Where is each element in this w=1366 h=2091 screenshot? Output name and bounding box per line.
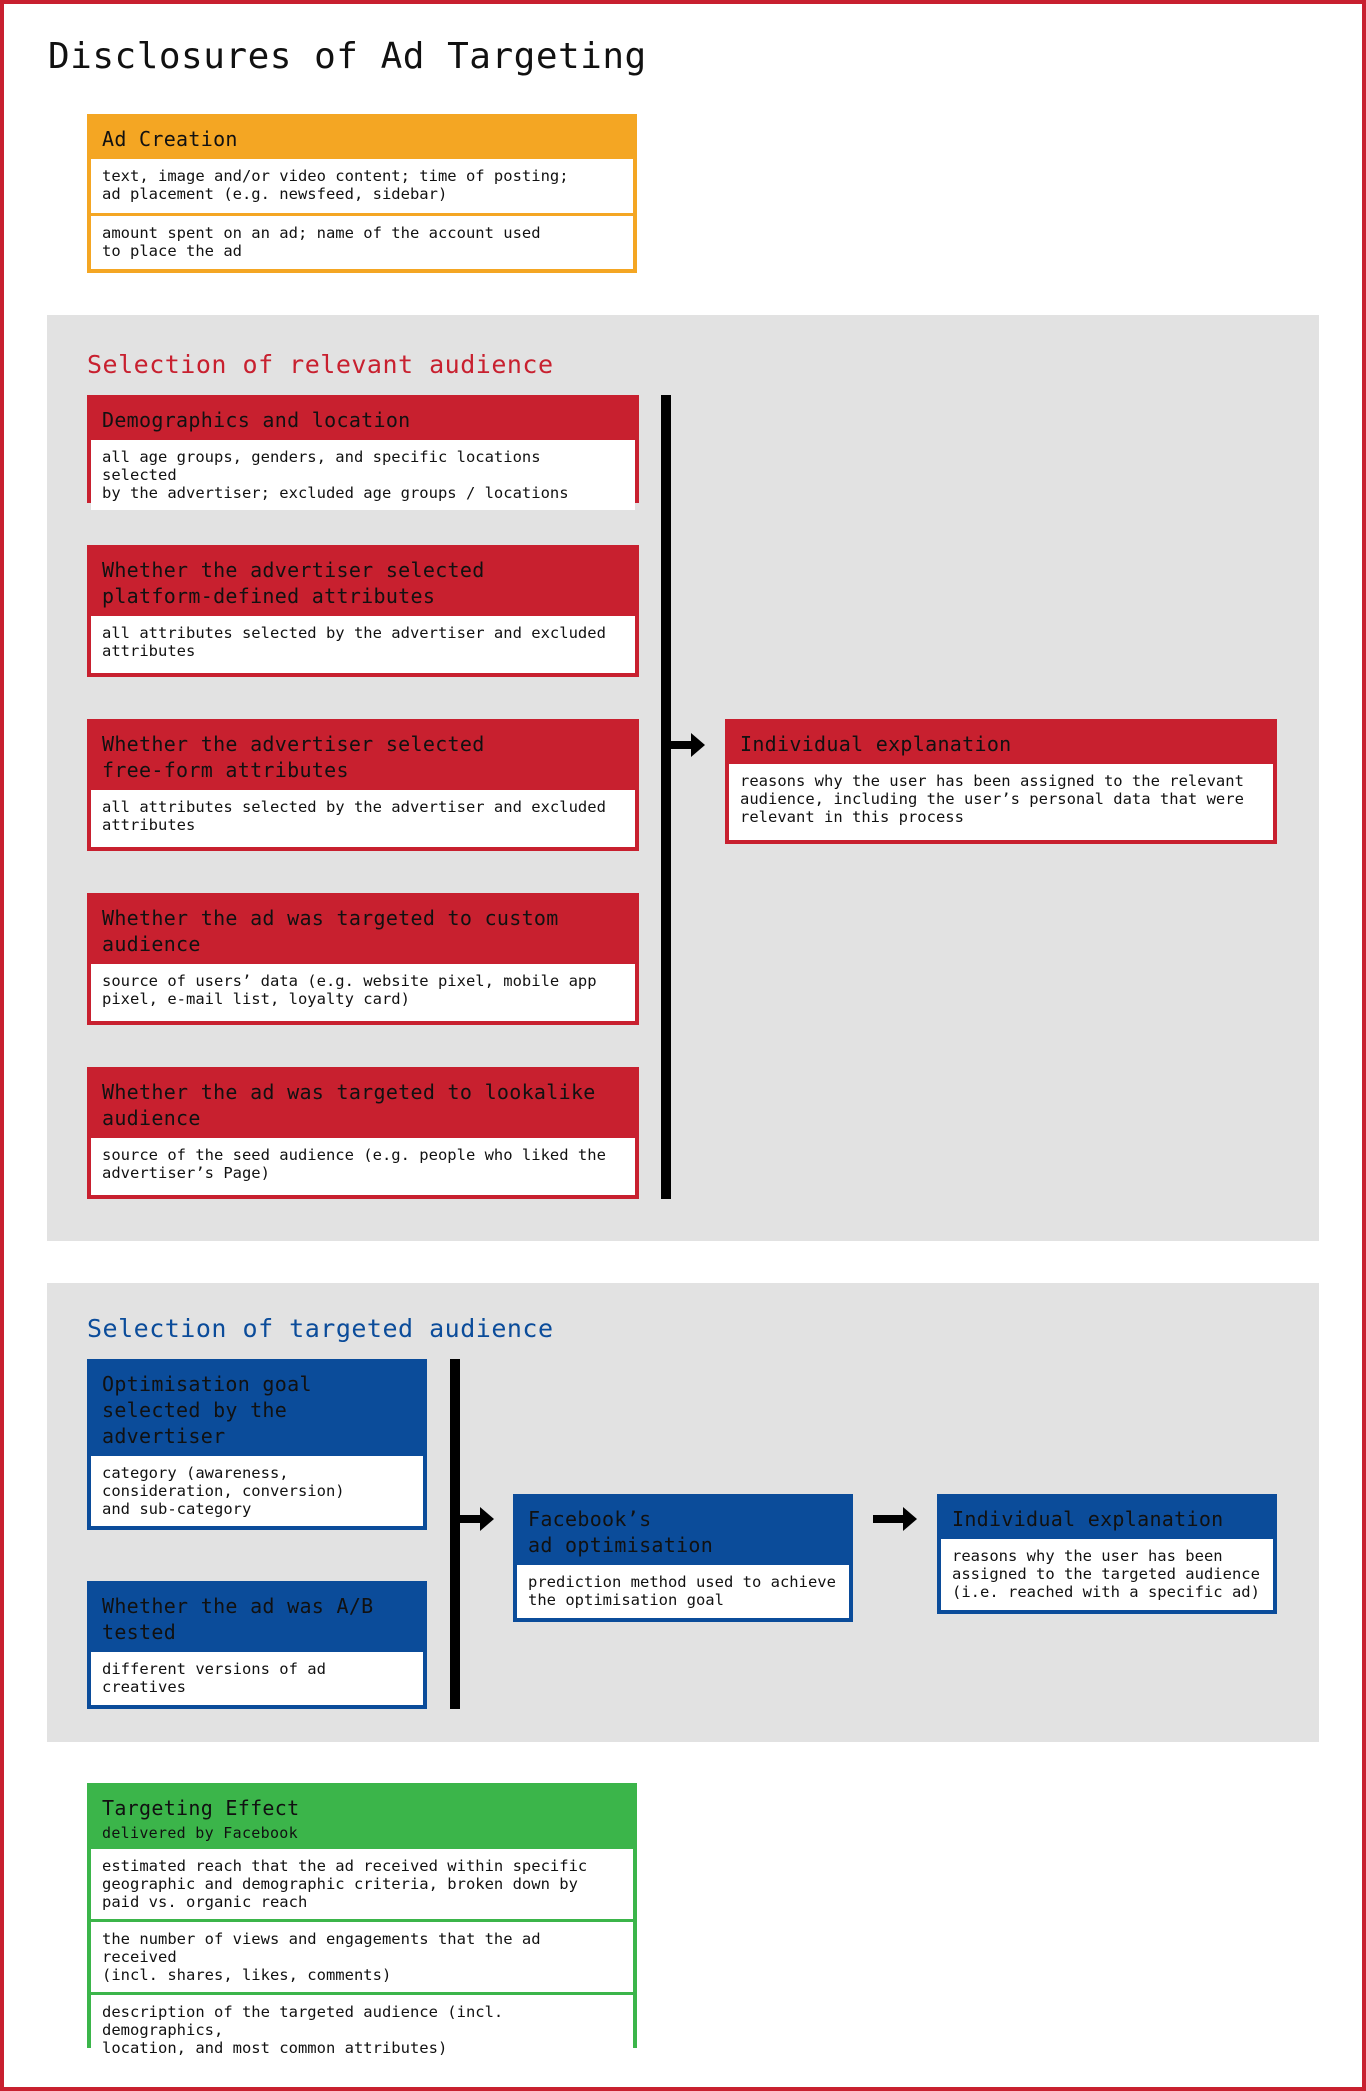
box-title: Demographics and location bbox=[91, 399, 635, 440]
box-title: Whether the advertiser selected free-form attributes bbox=[91, 723, 635, 790]
targeting-effect-box bbox=[87, 1783, 637, 2057]
lookalike-audience-box bbox=[87, 1067, 639, 1199]
box-body: all attributes selected by the advertiser and excluded attributes bbox=[91, 616, 635, 673]
box-title: Whether the ad was targeted to custom audience bbox=[91, 897, 635, 964]
arrow-right-icon bbox=[671, 733, 705, 757]
platform-attributes-box bbox=[87, 545, 639, 677]
targeting-effect-item: the number of views and engagements that the ad received (incl. shares, likes, comments) bbox=[91, 1919, 633, 1992]
targeting-effect-item: estimated reach that the ad received within specific geographic and demographic criteria, broken down by paid vs. organic reach bbox=[91, 1849, 633, 1919]
box-title: Optimisation goal selected by the advertiser bbox=[91, 1363, 423, 1456]
ad-creation-item: text, image and/or video content; time of posting; ad placement (e.g. newsfeed, sidebar) bbox=[91, 159, 633, 213]
relevant-audience-title: Selection of relevant audience bbox=[87, 350, 554, 379]
box-title: Facebook’s ad optimisation bbox=[517, 1498, 849, 1565]
box-body: source of the seed audience (e.g. people who liked the advertiser’s Page) bbox=[91, 1138, 635, 1195]
page-title: Disclosures of Ad Targeting bbox=[48, 36, 647, 77]
box-body: all age groups, genders, and specific locations selected by the advertiser; excluded age groups / locations bbox=[91, 440, 635, 510]
box-title: Whether the ad was A/B tested bbox=[91, 1585, 423, 1652]
box-title: Individual explanation bbox=[941, 1498, 1273, 1539]
arrow-right-icon bbox=[873, 1507, 917, 1531]
relevant-explanation-box bbox=[725, 719, 1277, 844]
box-body: source of users’ data (e.g. website pixel, mobile app pixel, e-mail list, loyalty card) bbox=[91, 964, 635, 1021]
box-title: Whether the advertiser selected platform-defined attributes bbox=[91, 549, 635, 616]
ad-creation-box bbox=[87, 114, 637, 273]
box-body: category (awareness, consideration, conversion) and sub-category bbox=[91, 1456, 423, 1526]
box-body: all attributes selected by the advertiser and excluded attributes bbox=[91, 790, 635, 847]
box-body: different versions of ad creatives bbox=[91, 1652, 423, 1705]
targeting-effect-item: description of the targeted audience (incl. demographics, location, and most common attributes) bbox=[91, 1992, 633, 2065]
free-form-attributes-box bbox=[87, 719, 639, 851]
ad-creation-title: Ad Creation bbox=[91, 118, 633, 159]
ad-creation-item: amount spent on an ad; name of the account used to place the ad bbox=[91, 213, 633, 270]
bracket-bar bbox=[661, 395, 671, 1199]
demographics-box bbox=[87, 395, 639, 503]
targeting-effect-subtitle: delivered by Facebook bbox=[102, 1824, 298, 1842]
optimisation-goal-box bbox=[87, 1359, 427, 1530]
targeting-effect-header bbox=[91, 1787, 633, 1849]
targeted-audience-title: Selection of targeted audience bbox=[87, 1314, 554, 1343]
arrow-right-icon bbox=[460, 1507, 494, 1531]
box-title: Whether the ad was targeted to lookalike audience bbox=[91, 1071, 635, 1138]
targeted-explanation-box bbox=[937, 1494, 1277, 1614]
box-body: prediction method used to achieve the optimisation goal bbox=[517, 1565, 849, 1618]
targeting-effect-title: Targeting Effect bbox=[102, 1796, 300, 1820]
ab-tested-box bbox=[87, 1581, 427, 1709]
custom-audience-box bbox=[87, 893, 639, 1025]
bracket-bar bbox=[450, 1359, 460, 1709]
box-title: Individual explanation bbox=[729, 723, 1273, 764]
box-body: reasons why the user has been assigned to the relevant audience, including the user’s personal data that were relevant in this process bbox=[729, 764, 1273, 840]
facebook-optimisation-box bbox=[513, 1494, 853, 1622]
box-body: reasons why the user has been assigned to the targeted audience (i.e. reached with a specific ad) bbox=[941, 1539, 1273, 1610]
